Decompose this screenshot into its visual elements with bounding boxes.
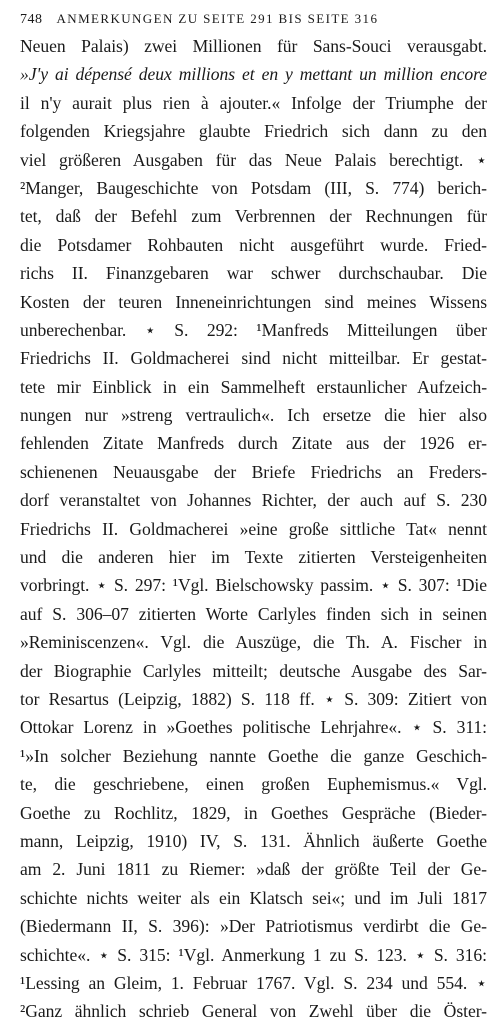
- text-line: nungen nur »streng vertraulich«. Ich ersetze die hier also: [20, 405, 487, 426]
- text-line: der Biographie Carlyles mitteilt; deutsche Ausgabe des Sar-: [20, 660, 487, 681]
- text-line: mann, Leipzig, 1910) IV, S. 131. Ähnlich äußerte Goethe: [20, 830, 487, 851]
- text-line: tete mir Einblick in ein Sammelheft erstaunlicher Aufzeich-: [20, 376, 487, 397]
- page-number: 748: [20, 12, 43, 27]
- text-line: auf S. 306–07 zitierten Worte Carlyles finden sich in seinen: [20, 603, 487, 624]
- text-line: schichte nichts weiter als ein Klatsch sei«; und im Juli 1817: [20, 887, 487, 908]
- text-line: Friedrichs II. Goldmacherei »eine große sittliche Tat« nennt: [20, 518, 487, 539]
- text-line: ²Ganz ähnlich schrieb General von Zwehl über die Öster-: [20, 1001, 487, 1022]
- text-line: die Potsdamer Rohbauten nicht ausgeführt wurde. Fried-: [20, 234, 487, 255]
- running-header: [20, 6, 487, 32]
- text-line: dorf veranstaltet von Johannes Richter, der auch auf S. 230: [20, 490, 487, 511]
- text-line: »J'y ai dépensé deux millions et en y mettant un million encore: [20, 64, 487, 85]
- text-line: Ottokar Lorenz in »Goethes politische Lehrjahre«. ⋆ S. 311:: [20, 717, 487, 738]
- text-line: fehlenden Zitate Manfreds durch Zitate aus der 1926 er-: [20, 433, 487, 454]
- text-line: (Biedermann II, S. 396): »Der Patriotismus verdirbt die Ge-: [20, 916, 487, 937]
- running-title: ANMERKUNGEN ZU SEITE 291 BIS SEITE 316: [56, 11, 379, 26]
- text-line: Kosten der teuren Inneneinrichtungen sind meines Wissens: [20, 291, 487, 312]
- text-line: richs II. Finanzgebaren war schwer durchschaubar. Die: [20, 263, 487, 284]
- text-line: viel größeren Ausgaben für das Neue Palais berechtigt. ⋆: [20, 149, 487, 170]
- text-line: te, die geschriebene, einen großen Euphemismus.« Vgl.: [20, 774, 487, 795]
- text-line: tet, daß der Befehl zum Verbrennen der Rechnungen für: [20, 206, 487, 227]
- text-line: vorbringt. ⋆ S. 297: ¹Vgl. Bielschowsky passim. ⋆ S. 307: ¹Die: [20, 575, 487, 596]
- text-line: folgenden Kriegsjahre glaubte Friedrich sich dann zu den: [20, 121, 487, 142]
- text-line: schienenen Neuausgabe der Briefe Friedrichs an Freders-: [20, 461, 487, 482]
- text-line: il n'y aurait plus rien à ajouter.« Infolge der Triumphe der: [20, 92, 487, 113]
- notes-text: [20, 32, 487, 1026]
- text-line: ¹Lessing an Gleim, 1. Februar 1767. Vgl. S. 234 und 554. ⋆: [20, 972, 487, 993]
- text-line: tor Resartus (Leipzig, 1882) S. 118 ff. ⋆ S. 309: Zitiert von: [20, 688, 487, 709]
- text-line: unberechenbar. ⋆ S. 292: ¹Manfreds Mitteilungen über: [20, 319, 487, 340]
- document-page: [20, 6, 487, 1026]
- text-line: Goethe zu Rochlitz, 1829, in Goethes Gespräche (Bieder-: [20, 802, 487, 823]
- text-line: am 2. Juni 1811 zu Riemer: »daß der größte Teil der Ge-: [20, 859, 487, 880]
- text-line: Friedrichs II. Goldmacherei sind nicht mitteilbar. Er gestat-: [20, 348, 487, 369]
- text-line: Neuen Palais) zwei Millionen für Sans-Souci verausgabt.: [20, 36, 487, 56]
- text-line: schichte«. ⋆ S. 315: ¹Vgl. Anmerkung 1 zu S. 123. ⋆ S. 316:: [20, 944, 487, 965]
- text-line: »Reminiscenzen«. Vgl. die Auszüge, die Th. A. Fischer in: [20, 632, 487, 653]
- text-line: ¹»In solcher Beziehung nannte Goethe die ganze Geschich-: [20, 745, 487, 766]
- text-line: und die anderen hier im Texte zitierten Versteigenheiten: [20, 547, 487, 568]
- text-line: ²Manger, Baugeschichte von Potsdam (III, S. 774) berich-: [20, 177, 487, 198]
